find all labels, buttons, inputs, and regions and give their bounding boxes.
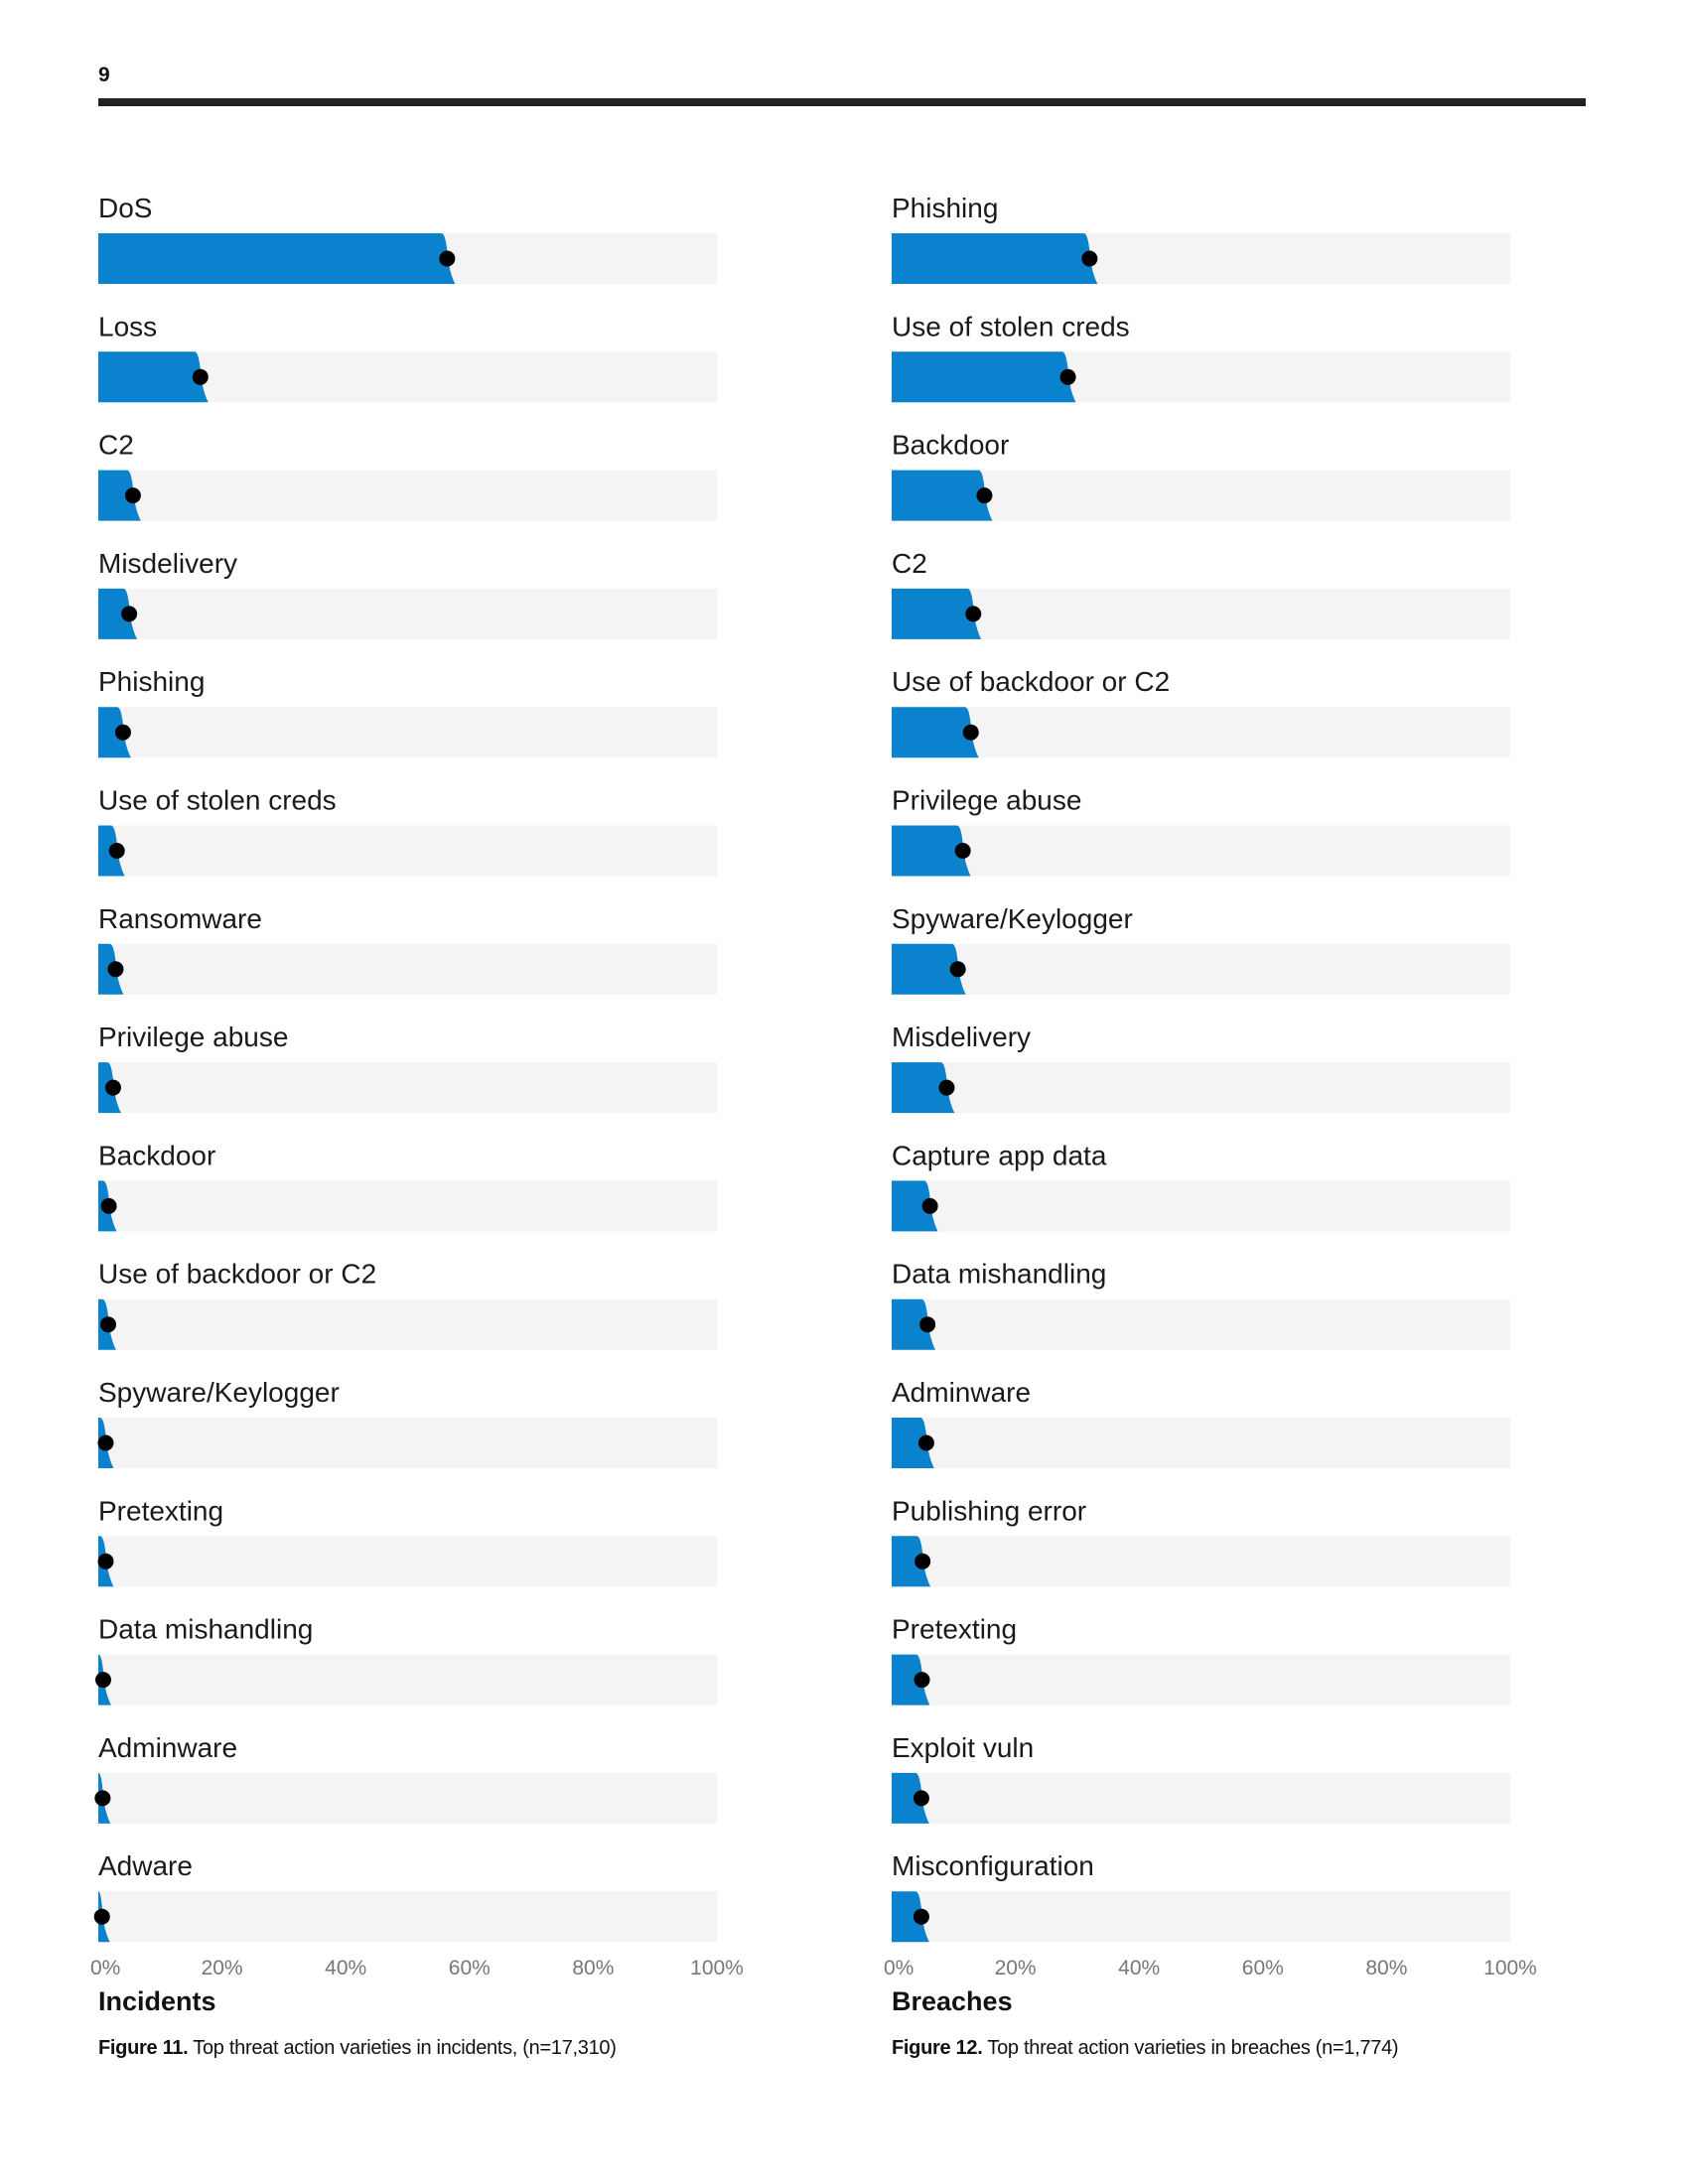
bar-label-loss: Loss — [98, 311, 158, 342]
bar-label-misconfiguration: Misconfiguration — [892, 1850, 1094, 1882]
bar-label-data-mishandling: Data mishandling — [892, 1258, 1107, 1290]
bar-label-spyware-keylogger: Spyware/Keylogger — [98, 1377, 340, 1408]
value-marker-misdelivery — [121, 606, 137, 621]
bar-track-misdelivery — [892, 1062, 1510, 1113]
value-marker-use-of-backdoor-or-c2 — [963, 725, 979, 741]
x-tick-label-5: 100% — [690, 1957, 744, 1979]
bar-label-ransomware: Ransomware — [98, 902, 262, 934]
value-marker-ransomware — [107, 961, 123, 977]
breaches-chart-title: Breaches — [892, 1986, 1013, 2016]
incidents-chart-svg — [79, 189, 854, 2075]
top-rule — [98, 98, 1586, 106]
bar-track-ransomware — [98, 944, 717, 995]
value-marker-privilege-abuse — [955, 843, 971, 859]
bar-label-use-of-stolen-creds: Use of stolen creds — [892, 311, 1130, 342]
incidents-chart — [79, 189, 854, 2075]
bar-label-misdelivery: Misdelivery — [892, 1022, 1032, 1053]
bar-label-privilege-abuse: Privilege abuse — [98, 1022, 289, 1053]
value-marker-use-of-stolen-creds — [1060, 369, 1076, 385]
value-marker-loss — [193, 369, 209, 385]
value-marker-pretexting — [914, 1672, 930, 1688]
bar-track-use-of-stolen-creds — [98, 826, 717, 877]
bar-label-exploit-vuln: Exploit vuln — [892, 1731, 1035, 1763]
bar-track-data-mishandling — [892, 1299, 1510, 1350]
figure-12-label: Figure 12. — [892, 2037, 983, 2059]
bar-track-adware — [98, 1891, 717, 1942]
breaches-chart-svg — [873, 189, 1647, 2075]
value-marker-use-of-stolen-creds — [109, 843, 125, 859]
x-tick-label-3: 60% — [448, 1957, 491, 1979]
bar-label-spyware-keylogger: Spyware/Keylogger — [892, 902, 1133, 934]
bar-track-adminware — [98, 1773, 717, 1824]
bar-track-backdoor — [98, 1180, 717, 1231]
bar-track-c2 — [892, 589, 1510, 639]
bar-use-of-stolen-creds — [892, 351, 1076, 402]
value-marker-publishing-error — [914, 1554, 930, 1570]
value-marker-data-mishandling — [919, 1316, 935, 1332]
value-marker-use-of-backdoor-or-c2 — [100, 1316, 116, 1332]
bar-label-c2: C2 — [892, 547, 927, 579]
bar-label-misdelivery: Misdelivery — [98, 547, 238, 579]
bar-track-c2 — [98, 471, 717, 521]
bar-loss — [98, 351, 209, 402]
bar-label-use-of-backdoor-or-c2: Use of backdoor or C2 — [892, 666, 1171, 698]
value-marker-misdelivery — [938, 1080, 954, 1096]
bar-track-phishing — [98, 707, 717, 757]
bar-label-adminware: Adminware — [892, 1377, 1032, 1408]
bar-label-use-of-stolen-creds: Use of stolen creds — [98, 784, 337, 816]
bar-track-pretexting — [98, 1536, 717, 1586]
x-tick-label-5: 100% — [1483, 1957, 1537, 1979]
bar-track-exploit-vuln — [892, 1773, 1510, 1824]
x-tick-label-1: 20% — [201, 1957, 243, 1979]
bar-label-adware: Adware — [98, 1850, 193, 1882]
bar-track-data-mishandling — [98, 1655, 717, 1706]
x-tick-label-3: 60% — [1241, 1957, 1284, 1979]
bar-track-spyware-keylogger — [98, 1418, 717, 1468]
value-marker-c2 — [965, 606, 981, 621]
bar-label-capture-app-data: Capture app data — [892, 1140, 1107, 1171]
bar-label-c2: C2 — [98, 429, 134, 461]
bar-label-pretexting: Pretexting — [892, 1613, 1018, 1645]
bar-track-publishing-error — [892, 1536, 1510, 1586]
value-marker-adminware — [918, 1435, 934, 1451]
breaches-chart — [873, 189, 1647, 2075]
bar-track-privilege-abuse — [892, 826, 1510, 877]
bar-track-privilege-abuse — [98, 1062, 717, 1113]
bar-dos — [98, 233, 455, 284]
bar-track-use-of-backdoor-or-c2 — [892, 707, 1510, 757]
figure-11-caption — [98, 2037, 617, 2060]
value-marker-exploit-vuln — [914, 1790, 929, 1806]
bar-track-capture-app-data — [892, 1180, 1510, 1231]
value-marker-pretexting — [97, 1554, 113, 1570]
bar-phishing — [892, 233, 1097, 284]
value-marker-phishing — [115, 725, 131, 741]
bar-label-phishing: Phishing — [892, 193, 999, 223]
value-marker-backdoor — [101, 1198, 117, 1214]
figure-12-text: Top threat action varieties in breaches (n=1,774) — [987, 2037, 1399, 2059]
bar-label-phishing: Phishing — [98, 666, 206, 698]
bar-track-pretexting — [892, 1655, 1510, 1706]
page-number: 9 — [98, 64, 110, 86]
x-tick-label-0: 0% — [884, 1957, 914, 1979]
bar-track-misconfiguration — [892, 1891, 1510, 1942]
value-marker-c2 — [125, 487, 141, 503]
value-marker-phishing — [1081, 251, 1097, 267]
value-marker-adware — [94, 1909, 110, 1925]
value-marker-data-mishandling — [95, 1672, 111, 1688]
bar-track-use-of-backdoor-or-c2 — [98, 1299, 717, 1350]
x-tick-label-4: 80% — [572, 1957, 615, 1979]
value-marker-privilege-abuse — [105, 1080, 121, 1096]
incidents-chart-title: Incidents — [98, 1986, 216, 2016]
value-marker-backdoor — [976, 487, 992, 503]
bar-label-privilege-abuse: Privilege abuse — [892, 784, 1082, 816]
bar-label-backdoor: Backdoor — [98, 1140, 216, 1171]
bar-label-data-mishandling: Data mishandling — [98, 1613, 314, 1645]
figure-11-label: Figure 11. — [98, 2037, 189, 2059]
value-marker-spyware-keylogger — [97, 1435, 113, 1451]
bar-label-dos: DoS — [98, 193, 153, 223]
x-tick-label-2: 40% — [1118, 1957, 1161, 1979]
x-tick-label-2: 40% — [325, 1957, 367, 1979]
x-tick-label-0: 0% — [90, 1957, 121, 1979]
value-marker-misconfiguration — [914, 1909, 929, 1925]
value-marker-spyware-keylogger — [950, 961, 966, 977]
bar-track-spyware-keylogger — [892, 944, 1510, 995]
value-marker-dos — [439, 251, 455, 267]
x-tick-label-1: 20% — [994, 1957, 1037, 1979]
figure-11-text: Top threat action varieties in incidents, (n=17,310) — [193, 2037, 617, 2059]
bar-label-adminware: Adminware — [98, 1731, 238, 1763]
bar-track-adminware — [892, 1418, 1510, 1468]
bar-label-publishing-error: Publishing error — [892, 1495, 1087, 1527]
bar-track-misdelivery — [98, 589, 717, 639]
bar-label-backdoor: Backdoor — [892, 429, 1010, 461]
figure-12-caption — [892, 2037, 1398, 2060]
value-marker-capture-app-data — [922, 1198, 938, 1214]
bar-label-use-of-backdoor-or-c2: Use of backdoor or C2 — [98, 1258, 377, 1290]
bar-label-pretexting: Pretexting — [98, 1495, 224, 1527]
x-tick-label-4: 80% — [1365, 1957, 1408, 1979]
value-marker-adminware — [94, 1790, 110, 1806]
